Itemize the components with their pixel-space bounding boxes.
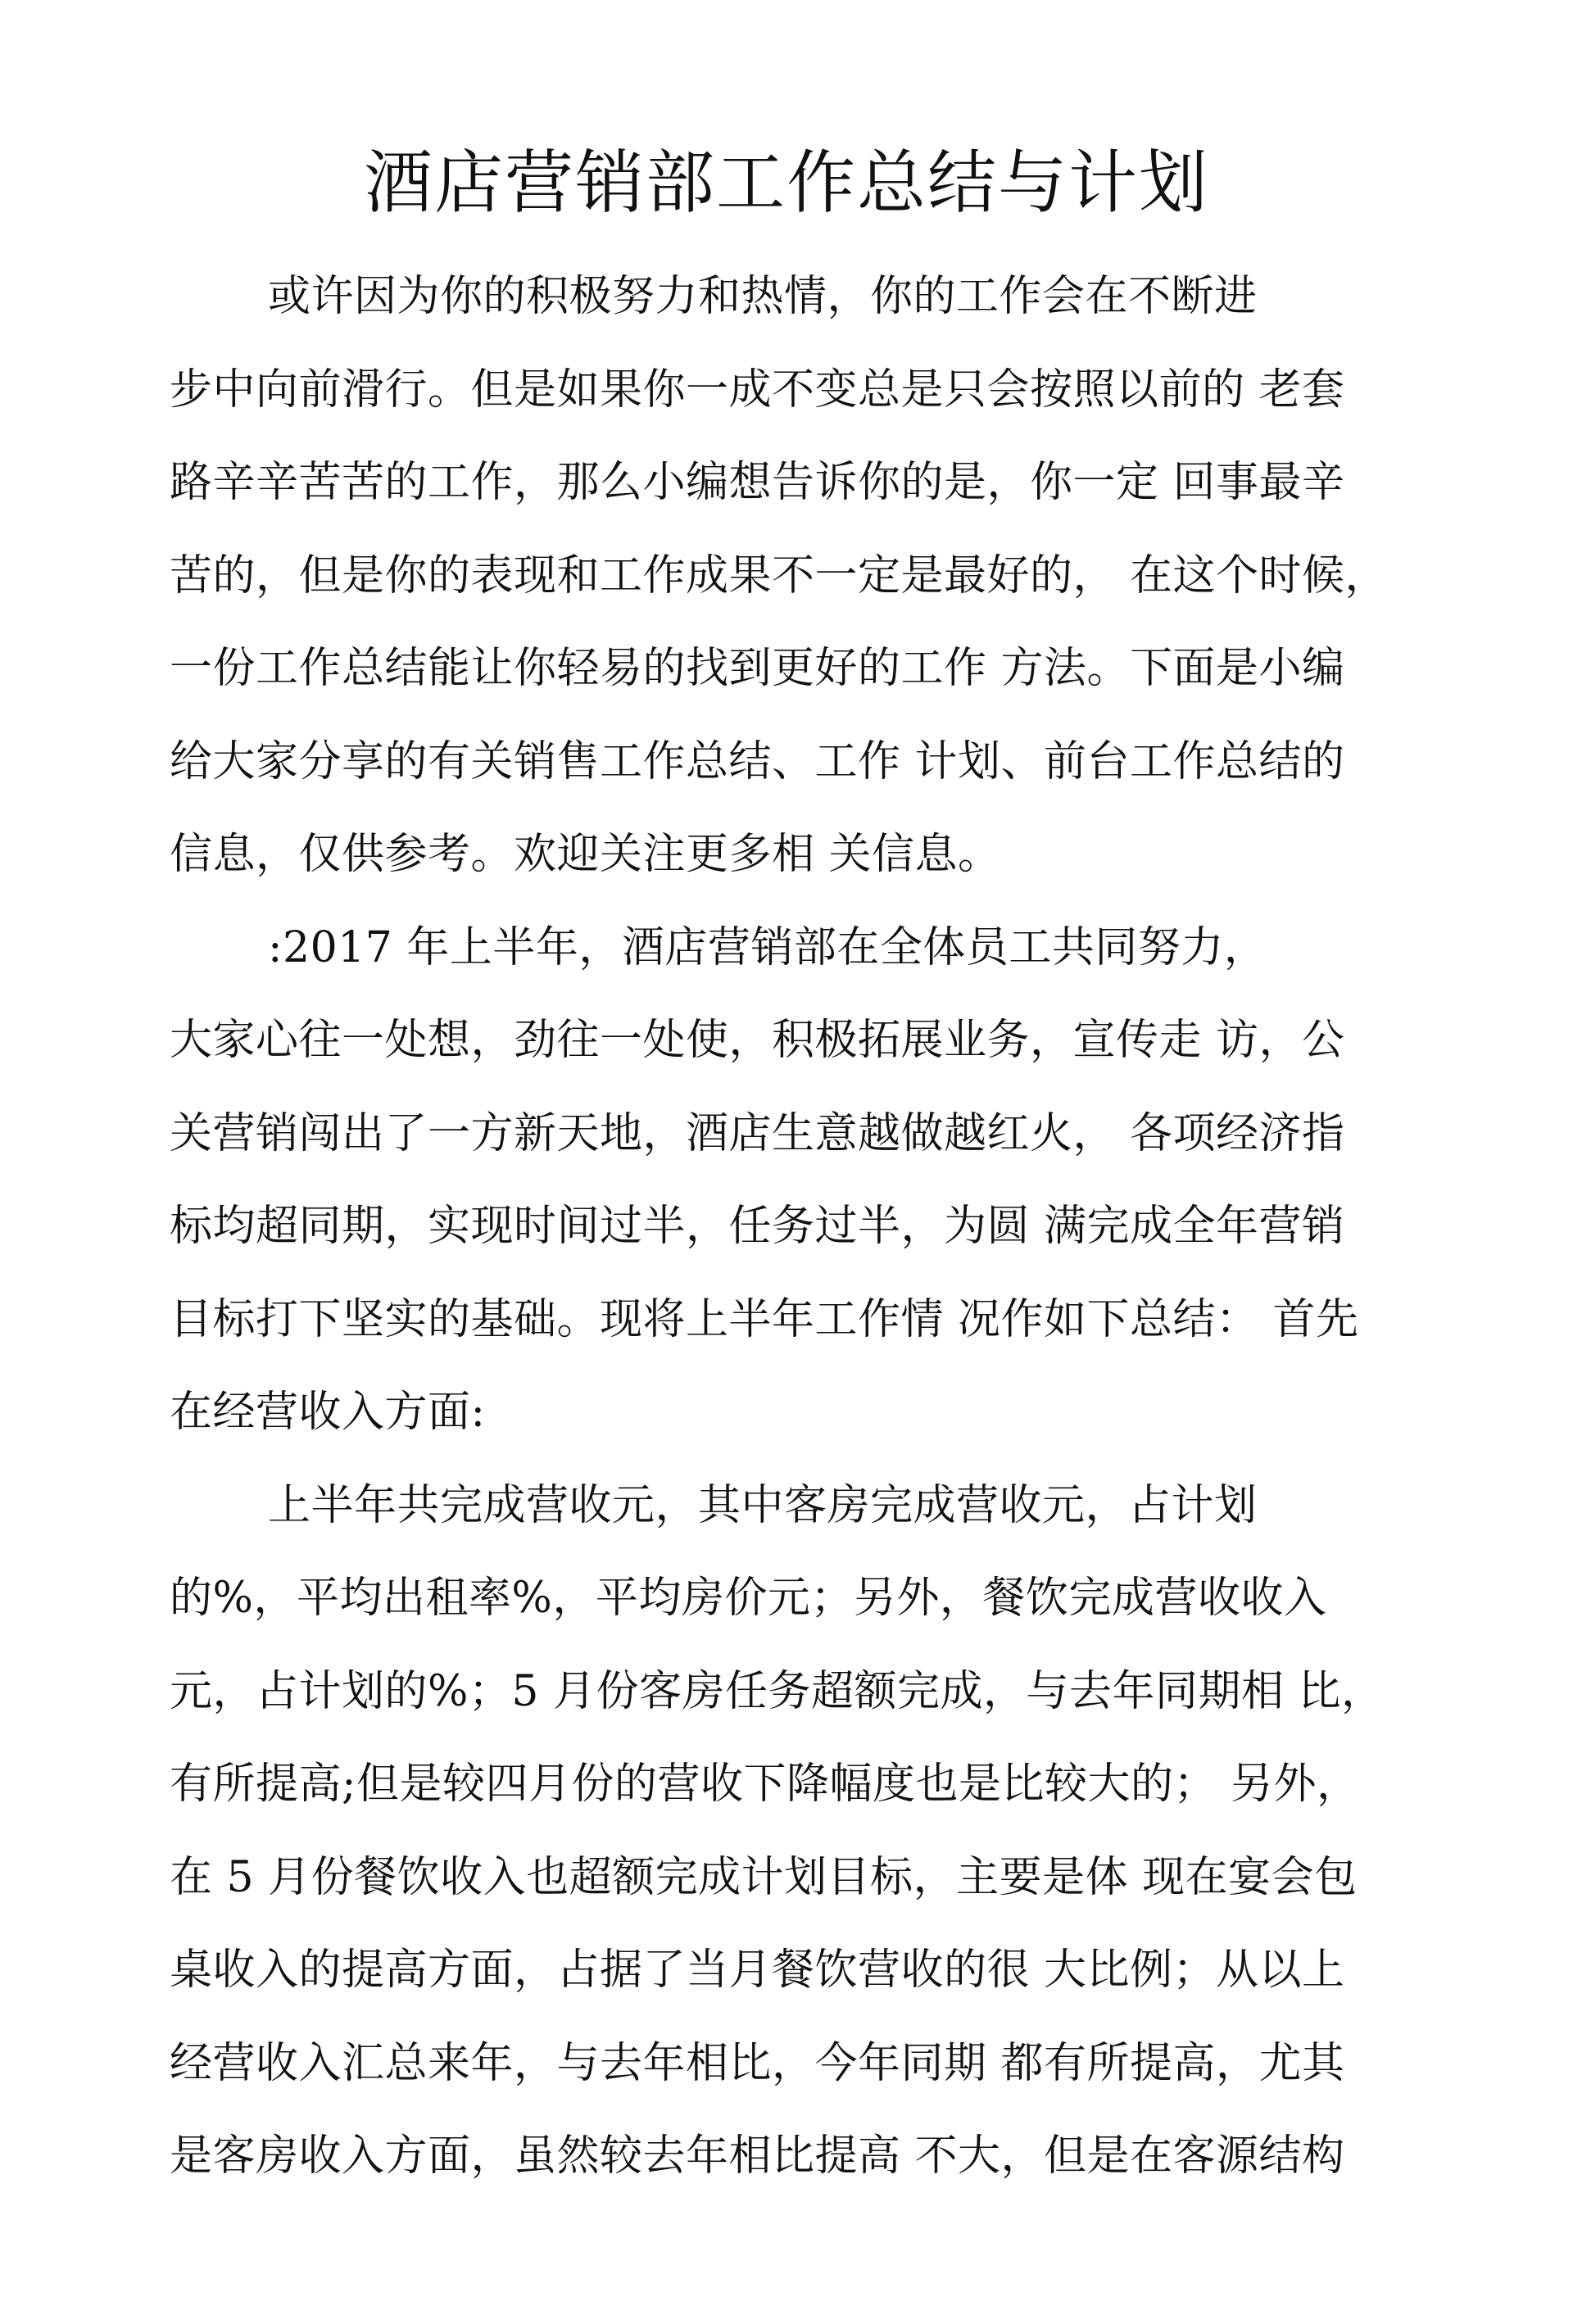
paragraph-2-line-6: 在经营收入方面: (170, 1388, 486, 1437)
paragraph-2-line-4: 标均超同期，实现时间过半，任务过半，为圆 满完成全年营销 (170, 1202, 1345, 1251)
paragraph-3-line-2: 的%，平均出租率%，平均房价元；另外，餐饮完成营收收入 (170, 1574, 1327, 1623)
paragraph-1-line-2: 步中向前滑行。但是如果你一成不变总是只会按照以前的 老套 (170, 365, 1345, 415)
paragraph-1-line-1: 或许因为你的积极努力和热情，你的工作会在不断进 (268, 272, 1258, 321)
paragraph-3-line-1: 上半年共完成营收元，其中客房完成营收元，占计划 (268, 1480, 1258, 1530)
paragraph-3-line-4: 有所提高;但是较四月份的营收下降幅度也是比较大的； 另外， (170, 1760, 1360, 1809)
document-body (170, 264, 1423, 2217)
paragraph-3-line-6: 桌收入的提高方面，占据了当月餐饮营收的很 大比例；从以上 (170, 1946, 1345, 1995)
paragraph-2-line-1: :2017 年上半年，酒店营销部在全体员工共同努力， (268, 922, 1267, 972)
paragraph-3-line-5: 在 5 月份餐饮收入也超额完成计划目标，主要是体 现在宴会包 (170, 1852, 1358, 1902)
paragraph-2-line-5: 目标打下坚实的基础。现将上半年工作情 况作如下总结： 首先 (170, 1294, 1359, 1344)
paragraph-2-line-2: 大家心往一处想，劲往一处使，积极拓展业务，宣传走 访，公 (170, 1016, 1345, 1065)
paragraph-3-line-7: 经营收入汇总来年，与去年相比，今年同期 都有所提高，尤其 (170, 2038, 1345, 2088)
paragraph-1-line-3: 路辛辛苦苦的工作，那么小编想告诉你的是，你一定 回事最辛 (170, 458, 1345, 507)
paragraph-3-line-3: 元，占计划的%；5 月份客房任务超额完成，与去年同期相 比， (170, 1666, 1385, 1716)
paragraph-1-line-5: 一份工作总结能让你轻易的找到更好的工作 方法。下面是小编 (170, 644, 1345, 693)
paragraph-2-line-3: 关营销闯出了一方新天地，酒店生意越做越红火， 各项经济指 (170, 1108, 1345, 1158)
paragraph-3-line-8: 是客房收入方面，虽然较去年相比提高 不大，但是在客源结构 (170, 2131, 1345, 2181)
paragraph-1-line-6: 给大家分享的有关销售工作总结、工作 计划、前台工作总结的 (170, 736, 1345, 786)
document-title: 酒店营销部工作总结与计划 (363, 143, 1209, 223)
paragraph-1-line-7: 信息，仅供参考。欢迎关注更多相 关信息。 (170, 830, 1001, 879)
paragraph-1-line-4: 苦的，但是你的表现和工作成果不一定是最好的， 在这个时候， (170, 550, 1389, 600)
